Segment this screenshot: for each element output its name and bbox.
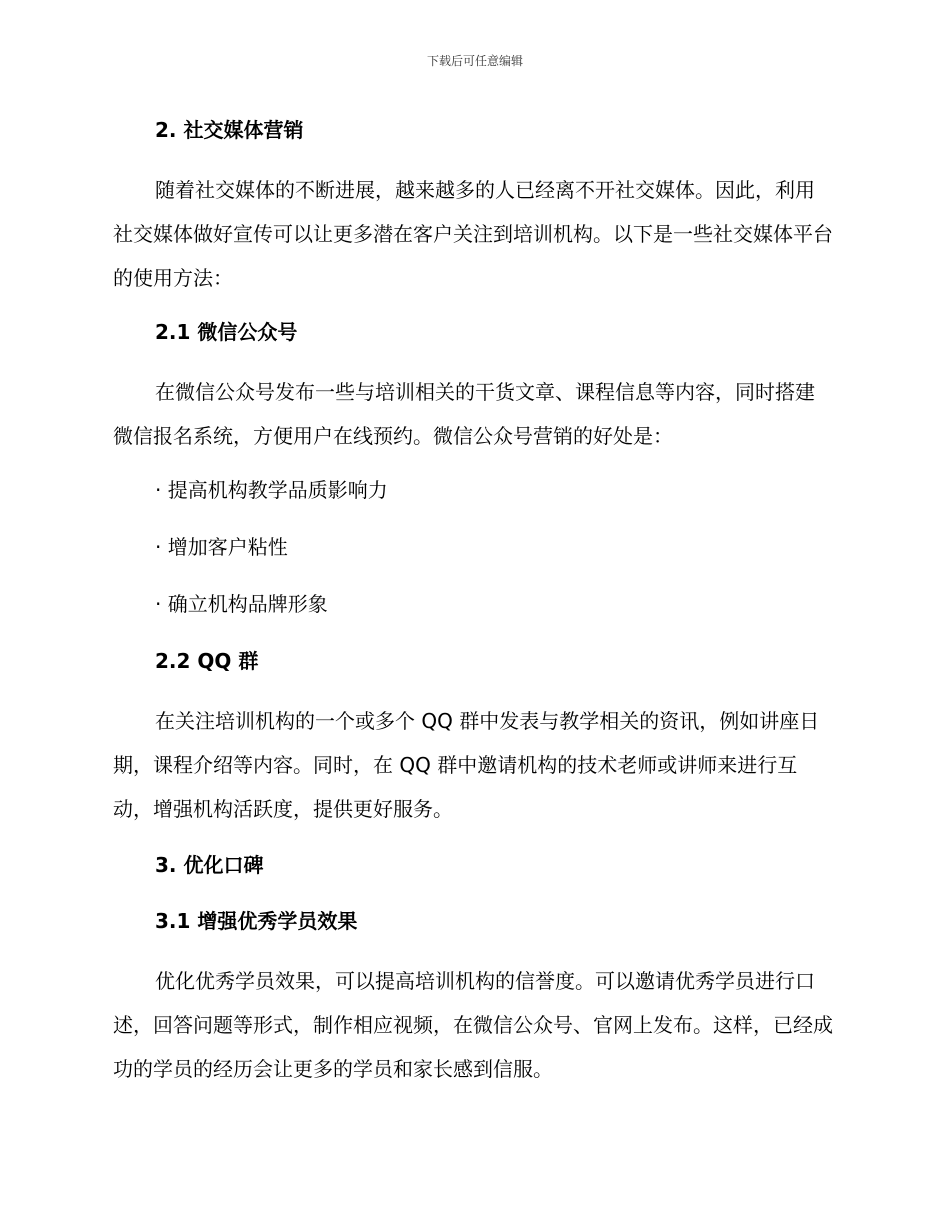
section-2-2-paragraph: 在关注培训机构的一个或多个 QQ 群中发表与教学相关的资讯，例如讲座日期，课程介绍等内容。同时，在 QQ 群中邀请机构的技术老师或讲师来进行互动，增强机构活跃度，提供更好服务。 xyxy=(113,709,820,821)
section-heading-2-2: 2.2 QQ 群 xyxy=(155,649,259,673)
page-header-note: 下载后可任意编辑 xyxy=(426,54,523,68)
section-2-intro-paragraph: 随着社交媒体的不断进展，越来越多的人已经离不开社交媒体。因此，利用社交媒体做好宣传可以让更多潜在客户关注到培训机构。以下是一些社交媒体平台的使用方法： xyxy=(113,178,833,290)
list-item: · 增加客户粘性 xyxy=(155,535,288,559)
section-heading-3-1: 3.1 增强优秀学员效果 xyxy=(155,909,358,933)
section-heading-3: 3. 优化口碑 xyxy=(155,853,264,877)
section-heading-2: 2. 社交媒体营销 xyxy=(155,118,304,142)
list-item: · 确立机构品牌形象 xyxy=(155,592,328,616)
document-body xyxy=(113,112,833,1105)
section-2-1-paragraph: 在微信公众号发布一些与培训相关的干货文章、课程信息等内容，同时搭建微信报名系统，方便用户在线预约。微信公众号营销的好处是： xyxy=(113,380,815,448)
section-heading-2-1: 2.1 微信公众号 xyxy=(155,320,298,344)
list-item: · 提高机构教学品质影响力 xyxy=(155,478,388,502)
section-3-1-paragraph: 优化优秀学员效果，可以提高培训机构的信誉度。可以邀请优秀学员进行口述，回答问题等形式，制作相应视频，在微信公众号、官网上发布。这样，已经成功的学员的经历会让更多的学员和家长感到信服。 xyxy=(113,969,833,1081)
